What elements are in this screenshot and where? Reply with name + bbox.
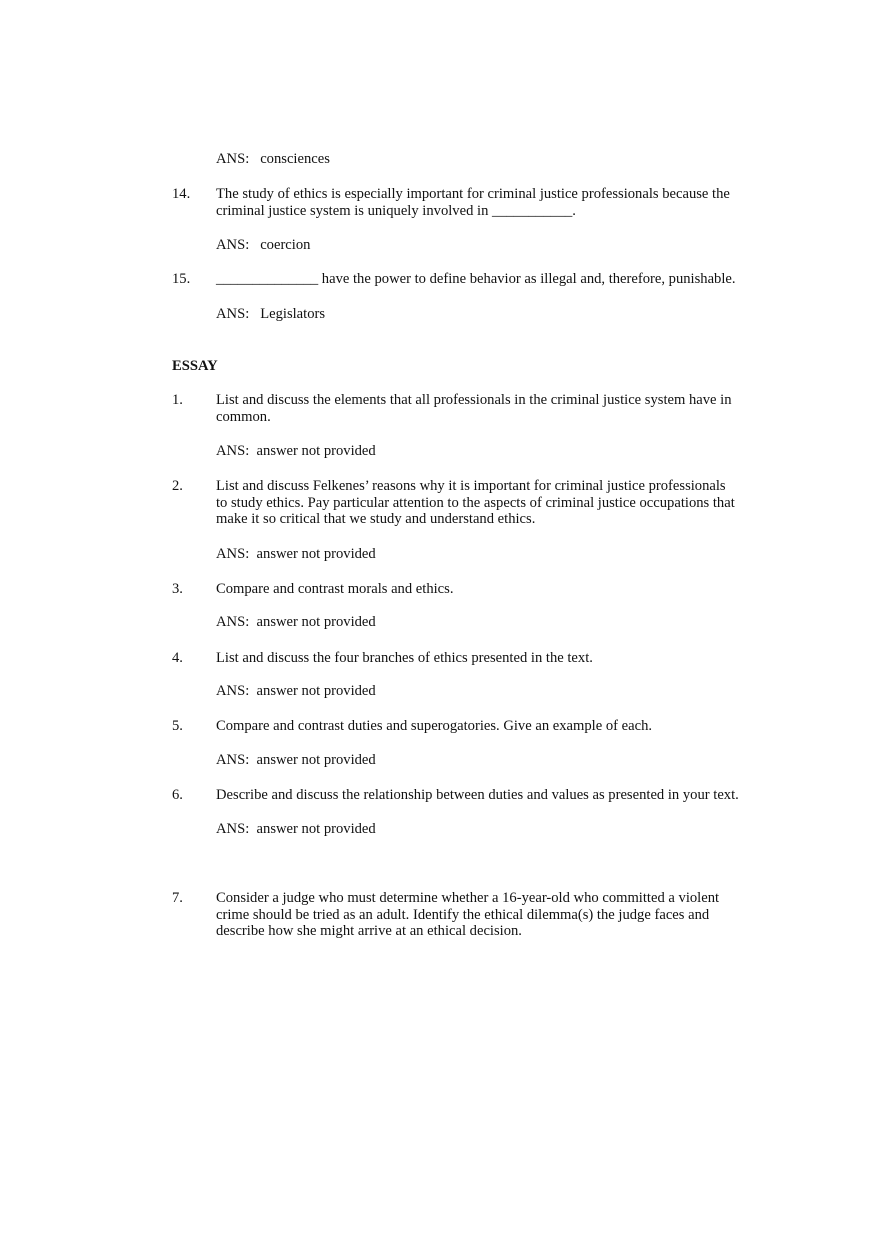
question-number: 3. bbox=[172, 581, 183, 597]
question-number: 6. bbox=[172, 787, 183, 803]
question-text: Consider a judge who must determine whether a 16-year-old who committed a violent crime should be tried as an adult. Identify the ethical dilemma(s) the judge faces and describe how she might arrive at an ethical decision. bbox=[216, 890, 720, 939]
question-text: List and discuss the four branches of ethics presented in the text. bbox=[216, 650, 593, 666]
question-text: Compare and contrast morals and ethics. bbox=[216, 581, 454, 597]
answer-15: ANS: Legislators bbox=[216, 306, 326, 322]
question-number: 5. bbox=[172, 718, 183, 734]
question-text: List and discuss the elements that all professionals in the criminal justice system have in common. bbox=[216, 392, 732, 425]
question-text: The study of ethics is especially important for criminal justice professionals because the criminal justice system is uniquely involved in ___________. bbox=[216, 186, 730, 219]
question-number: 14. bbox=[172, 186, 191, 202]
essay-answer-5: ANS: answer not provided bbox=[216, 752, 376, 768]
question-text: Describe and discuss the relationship between duties and values as presented in your text. bbox=[216, 787, 739, 803]
question-number: 2. bbox=[172, 478, 183, 494]
answer-13: ANS: consciences bbox=[216, 151, 330, 167]
question-number: 4. bbox=[172, 650, 183, 666]
question-text: List and discuss Felkenes’ reasons why it is important for criminal justice professionals to study ethics. Pay particular attention to the aspects of criminal justice occupations that make it so critical that we study and understand ethics. bbox=[216, 478, 735, 527]
essay-answer-4: ANS: answer not provided bbox=[216, 683, 376, 699]
question-number: 1. bbox=[172, 392, 183, 408]
essay-answer-1: ANS: answer not provided bbox=[216, 443, 376, 459]
question-text: Compare and contrast duties and superogatories. Give an example of each. bbox=[216, 718, 653, 734]
essay-answer-6: ANS: answer not provided bbox=[216, 821, 376, 837]
question-text: ______________ have the power to define behavior as illegal and, therefore, punishable. bbox=[216, 271, 736, 287]
essay-answer-2: ANS: answer not provided bbox=[216, 546, 376, 562]
question-number: 7. bbox=[172, 890, 183, 906]
question-number: 15. bbox=[172, 271, 191, 287]
essay-heading: ESSAY bbox=[172, 358, 218, 374]
answer-14: ANS: coercion bbox=[216, 237, 311, 253]
essay-answer-3: ANS: answer not provided bbox=[216, 614, 376, 630]
